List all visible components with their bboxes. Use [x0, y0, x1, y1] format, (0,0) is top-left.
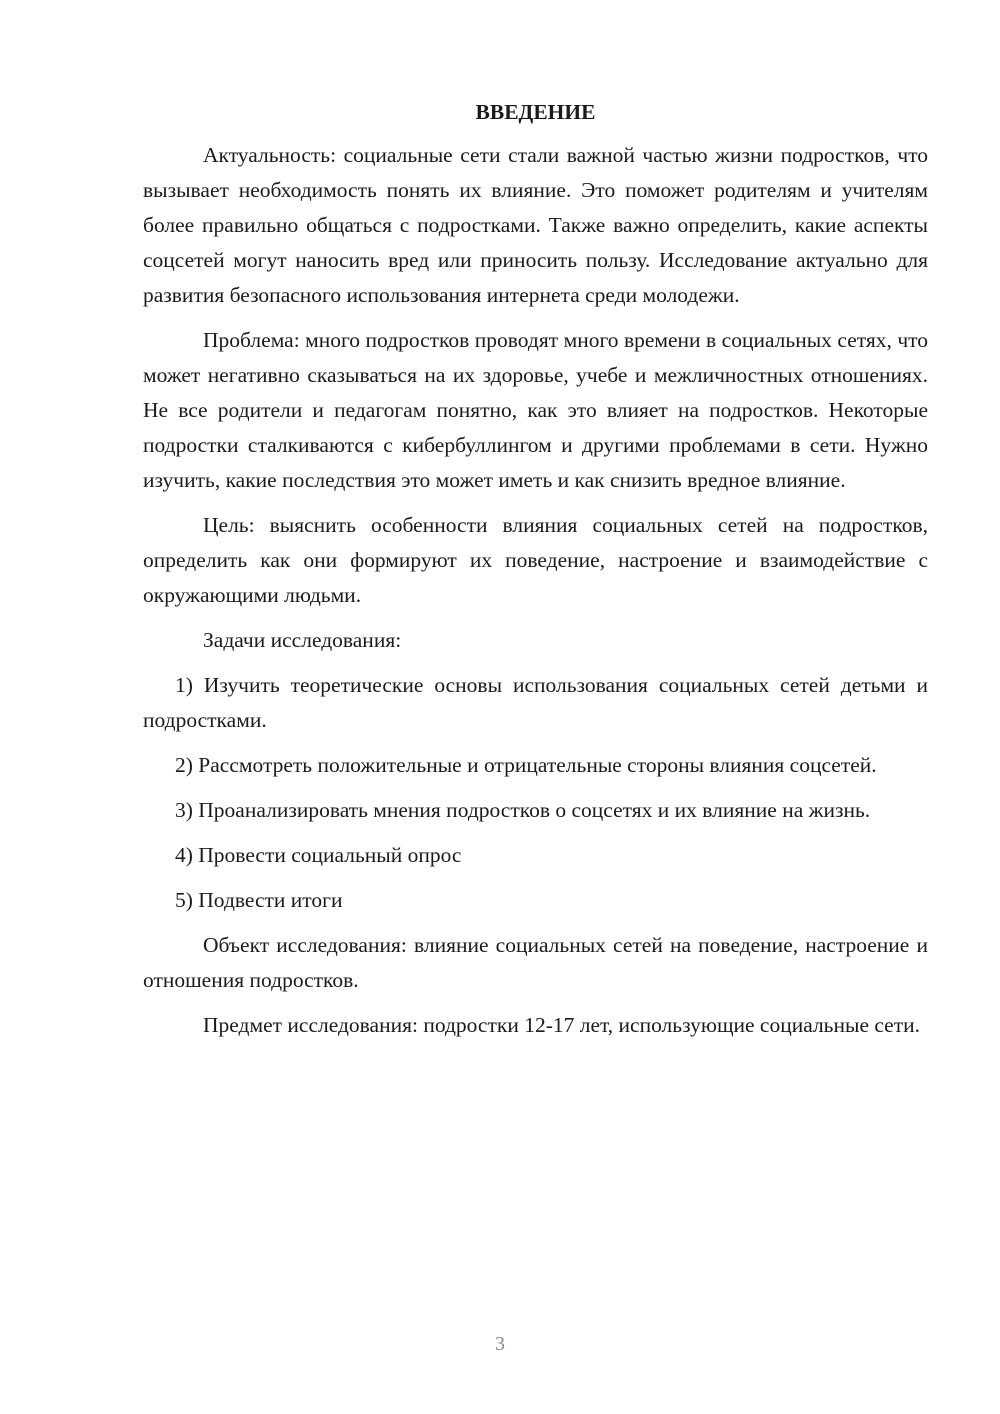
- task-item-5: 5) Подвести итоги: [175, 888, 343, 912]
- task-item-2: 2) Рассмотреть положительные и отрицательные стороны влияния соцсетей.: [175, 753, 877, 777]
- task-item-3: 3) Проанализировать мнения подростков о соцсетях и их влияние на жизнь.: [175, 798, 871, 822]
- task-item-1: 1) Изучить теоретические основы использования социальных сетей детьми и подростками.: [143, 673, 928, 732]
- problem-paragraph: Проблема: много подростков проводят много времени в социальных сетях, что может негативно сказываться на их здоровье, учебе и межличностных отношениях. Не все родители и педагогам понятно, как это влияет на подростков. Некоторые подростки сталкиваются с кибербуллингом и другими проблемами в сети. Нужно изучить, какие последствия это может иметь и как снизить вредное влияние.: [143, 328, 928, 492]
- document-page: [143, 96, 928, 1053]
- object-paragraph: Объект исследования: влияние социальных сетей на поведение, настроение и отношения подростков.: [143, 933, 928, 992]
- relevance-paragraph: Актуальность: социальные сети стали важной частью жизни подростков, что вызывает необходимость понять их влияние. Это поможет родителям и учителям более правильно общаться с подростками. Также важно определить, какие аспекты соцсетей могут наносить вред или приносить пользу. Исследование актуально для развития безопасного использования интернета среди молодежи.: [143, 143, 928, 307]
- page-number: 3: [495, 1333, 505, 1355]
- goal-paragraph: Цель: выяснить особенности влияния социальных сетей на подростков, определить как они формируют их поведение, настроение и взаимодействие с окружающими людьми.: [143, 513, 928, 607]
- tasks-heading: Задачи исследования:: [203, 628, 402, 652]
- task-item-4: 4) Провести социальный опрос: [175, 843, 462, 867]
- subject-paragraph: Предмет исследования: подростки 12-17 лет, использующие социальные сети.: [203, 1013, 920, 1037]
- page-title: ВВЕДЕНИЕ: [475, 100, 596, 124]
